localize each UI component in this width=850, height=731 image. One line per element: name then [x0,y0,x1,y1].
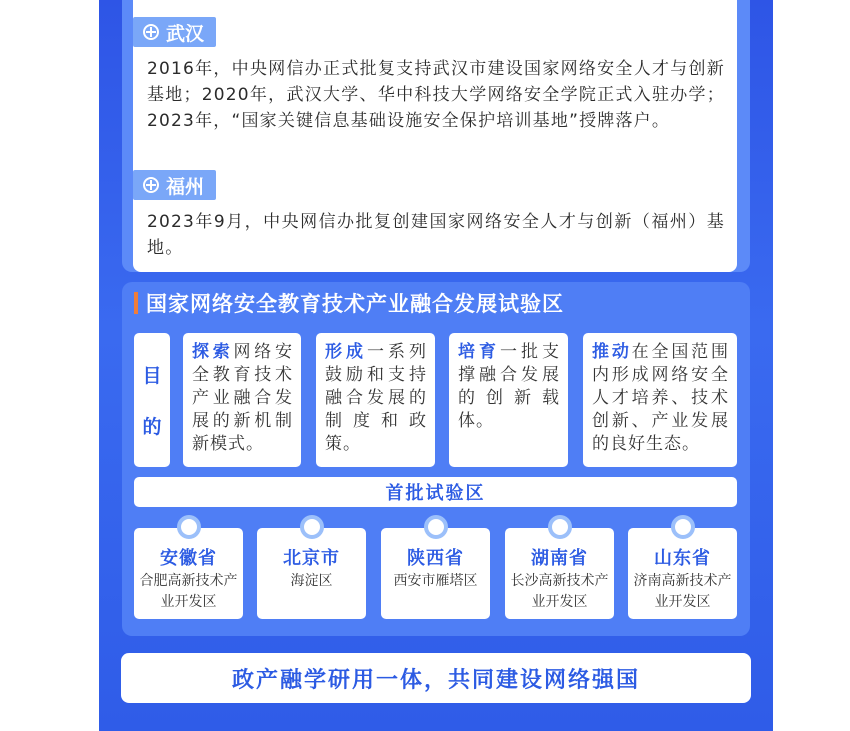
city-tag-label: 福州 [166,175,205,198]
globe-icon [143,177,159,193]
goal-card-explore [183,333,301,467]
goal-keyword: 推动 [592,342,632,362]
zone-card-beijing [257,528,366,619]
city-tag-label: 武汉 [166,22,205,45]
zone-description: 合肥高新技术产业开发区 [139,573,238,610]
city-tag-wuhan [133,17,216,47]
goal-keyword: 培育 [458,342,500,362]
city-tag-fuzhou [133,170,216,200]
goal-text: 网络安全教育技术产业融合发展的新机制新模式。 [192,342,293,454]
zone-description: 西安市雁塔区 [393,573,478,589]
zone-card-anhui [134,528,243,619]
connector-dot-icon [177,515,201,539]
zone-description: 海淀区 [290,573,333,589]
zone-name: 山东省 [654,548,711,569]
goal-keyword: 形成 [325,342,367,362]
zone-name: 湖南省 [531,548,588,569]
goal-card-promote [583,333,737,467]
goal-label-char: 目 [142,365,162,387]
connector-dot-icon [424,515,448,539]
slogan-banner: 政产融学研用一体，共同建设网络强国 [121,653,751,703]
section-title [134,290,564,316]
goal-card-form [316,333,435,467]
city-description-fuzhou: 2023年9月，中央网信办批复创建国家网络安全人才与创新（福州）基地。 [147,212,725,258]
goal-text: 一系列鼓励和支持融合发展的制度和政策。 [325,342,427,454]
connector-dot-icon [671,515,695,539]
globe-icon [143,24,159,40]
zone-card-hunan [505,528,614,619]
goal-text: 一批支撑融合发展的创新载体。 [458,342,560,431]
first-batch-title: 首批试验区 [134,477,737,507]
connector-dot-icon [300,515,324,539]
title-accent-bar [134,292,138,314]
zone-name: 北京市 [283,548,340,569]
section-title-text: 国家网络安全教育技术产业融合发展试验区 [146,292,564,316]
connector-dot-icon [548,515,572,539]
zone-description: 济南高新技术产业开发区 [633,573,732,610]
zone-description: 长沙高新技术产业开发区 [510,573,609,610]
zone-card-shandong [628,528,737,619]
goal-label-char: 的 [142,416,162,438]
goal-text: 在全国范围内形成网络安全人才培养、技术创新、产业发展的良好生态。 [592,342,730,454]
goal-card-cultivate [449,333,568,467]
goal-keyword: 探索 [192,342,234,362]
goal-label [134,333,170,467]
zone-name: 陕西省 [407,548,464,569]
zone-card-shaanxi [381,528,490,619]
zone-name: 安徽省 [160,548,217,569]
city-description-wuhan: 2016年，中央网信办正式批复支持武汉市建设国家网络安全人才与创新基地；2020年，武汉大学、华中科技大学网络安全学院正式入驻办学；2023年，“国家关键信息基础设施安全保护培训基地”授牌落户。 [147,59,725,131]
